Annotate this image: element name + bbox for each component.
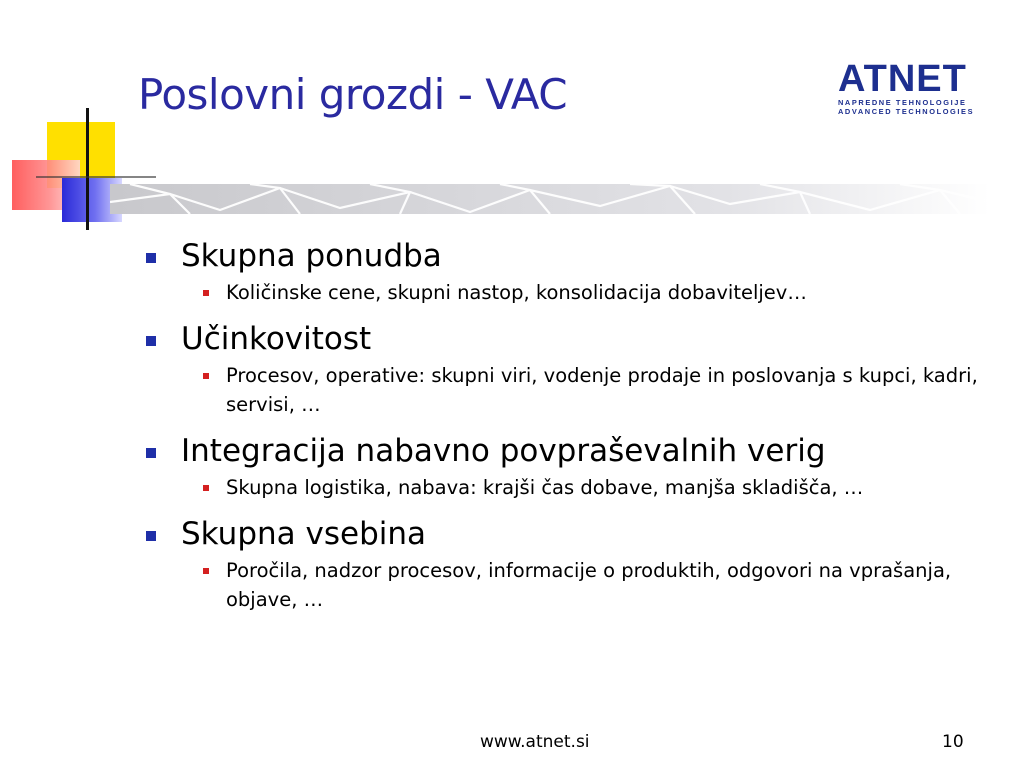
square-bullet-icon (146, 336, 156, 346)
bullet-list (146, 236, 986, 626)
sub-bullet-text: Skupna logistika, nabava: krajši čas dobave, manjša skladišča, … (226, 476, 864, 499)
small-square-bullet-icon (203, 568, 209, 574)
sub-bullet-text: Procesov, operative: skupni viri, vodenje prodaje in poslovanja s kupci, kadri, servisi, … (226, 364, 978, 416)
logo-tagline-2: ADVANCED TECHNOLOGIES (838, 107, 975, 116)
bullet-text: Skupna ponudba (181, 238, 442, 274)
square-bullet-icon (146, 253, 156, 263)
sub-bullet-item (203, 556, 986, 614)
footer-url: www.atnet.si (480, 732, 590, 752)
bullet-text: Integracija nabavno povpraševalnih verig (181, 433, 826, 469)
bullet-item (146, 431, 986, 471)
bullet-text: Učinkovitost (181, 321, 372, 357)
bullet-text: Skupna vsebina (181, 516, 427, 552)
bullet-group (146, 236, 986, 307)
bullet-item (146, 236, 986, 276)
slide-title: Poslovni grozdi - VAC (138, 70, 568, 119)
bullet-group (146, 514, 986, 614)
sub-bullet-item (203, 278, 986, 307)
logo-wordmark: ATNET (838, 58, 967, 100)
atnet-logo (838, 60, 986, 124)
small-square-bullet-icon (203, 373, 209, 379)
horizontal-line (36, 176, 156, 178)
sub-bullet-item (203, 473, 986, 502)
bullet-group (146, 319, 986, 419)
small-square-bullet-icon (203, 290, 209, 296)
logo-tagline-1: NAPREDNE TEHNOLOGIJE (838, 98, 967, 107)
sub-bullet-item (203, 361, 986, 419)
vertical-line (86, 108, 89, 230)
square-bullet-icon (146, 448, 156, 458)
small-square-bullet-icon (203, 485, 209, 491)
page-number: 10 (942, 732, 964, 752)
bullet-item (146, 514, 986, 554)
sub-bullet-text: Količinske cene, skupni nastop, konsolidacija dobaviteljev… (226, 281, 807, 304)
bullet-item (146, 319, 986, 359)
decorative-network-band (110, 184, 990, 214)
bullet-group (146, 431, 986, 502)
sub-bullet-text: Poročila, nadzor procesov, informacije o produktih, odgovori na vprašanja, objave, … (226, 559, 952, 611)
square-bullet-icon (146, 531, 156, 541)
